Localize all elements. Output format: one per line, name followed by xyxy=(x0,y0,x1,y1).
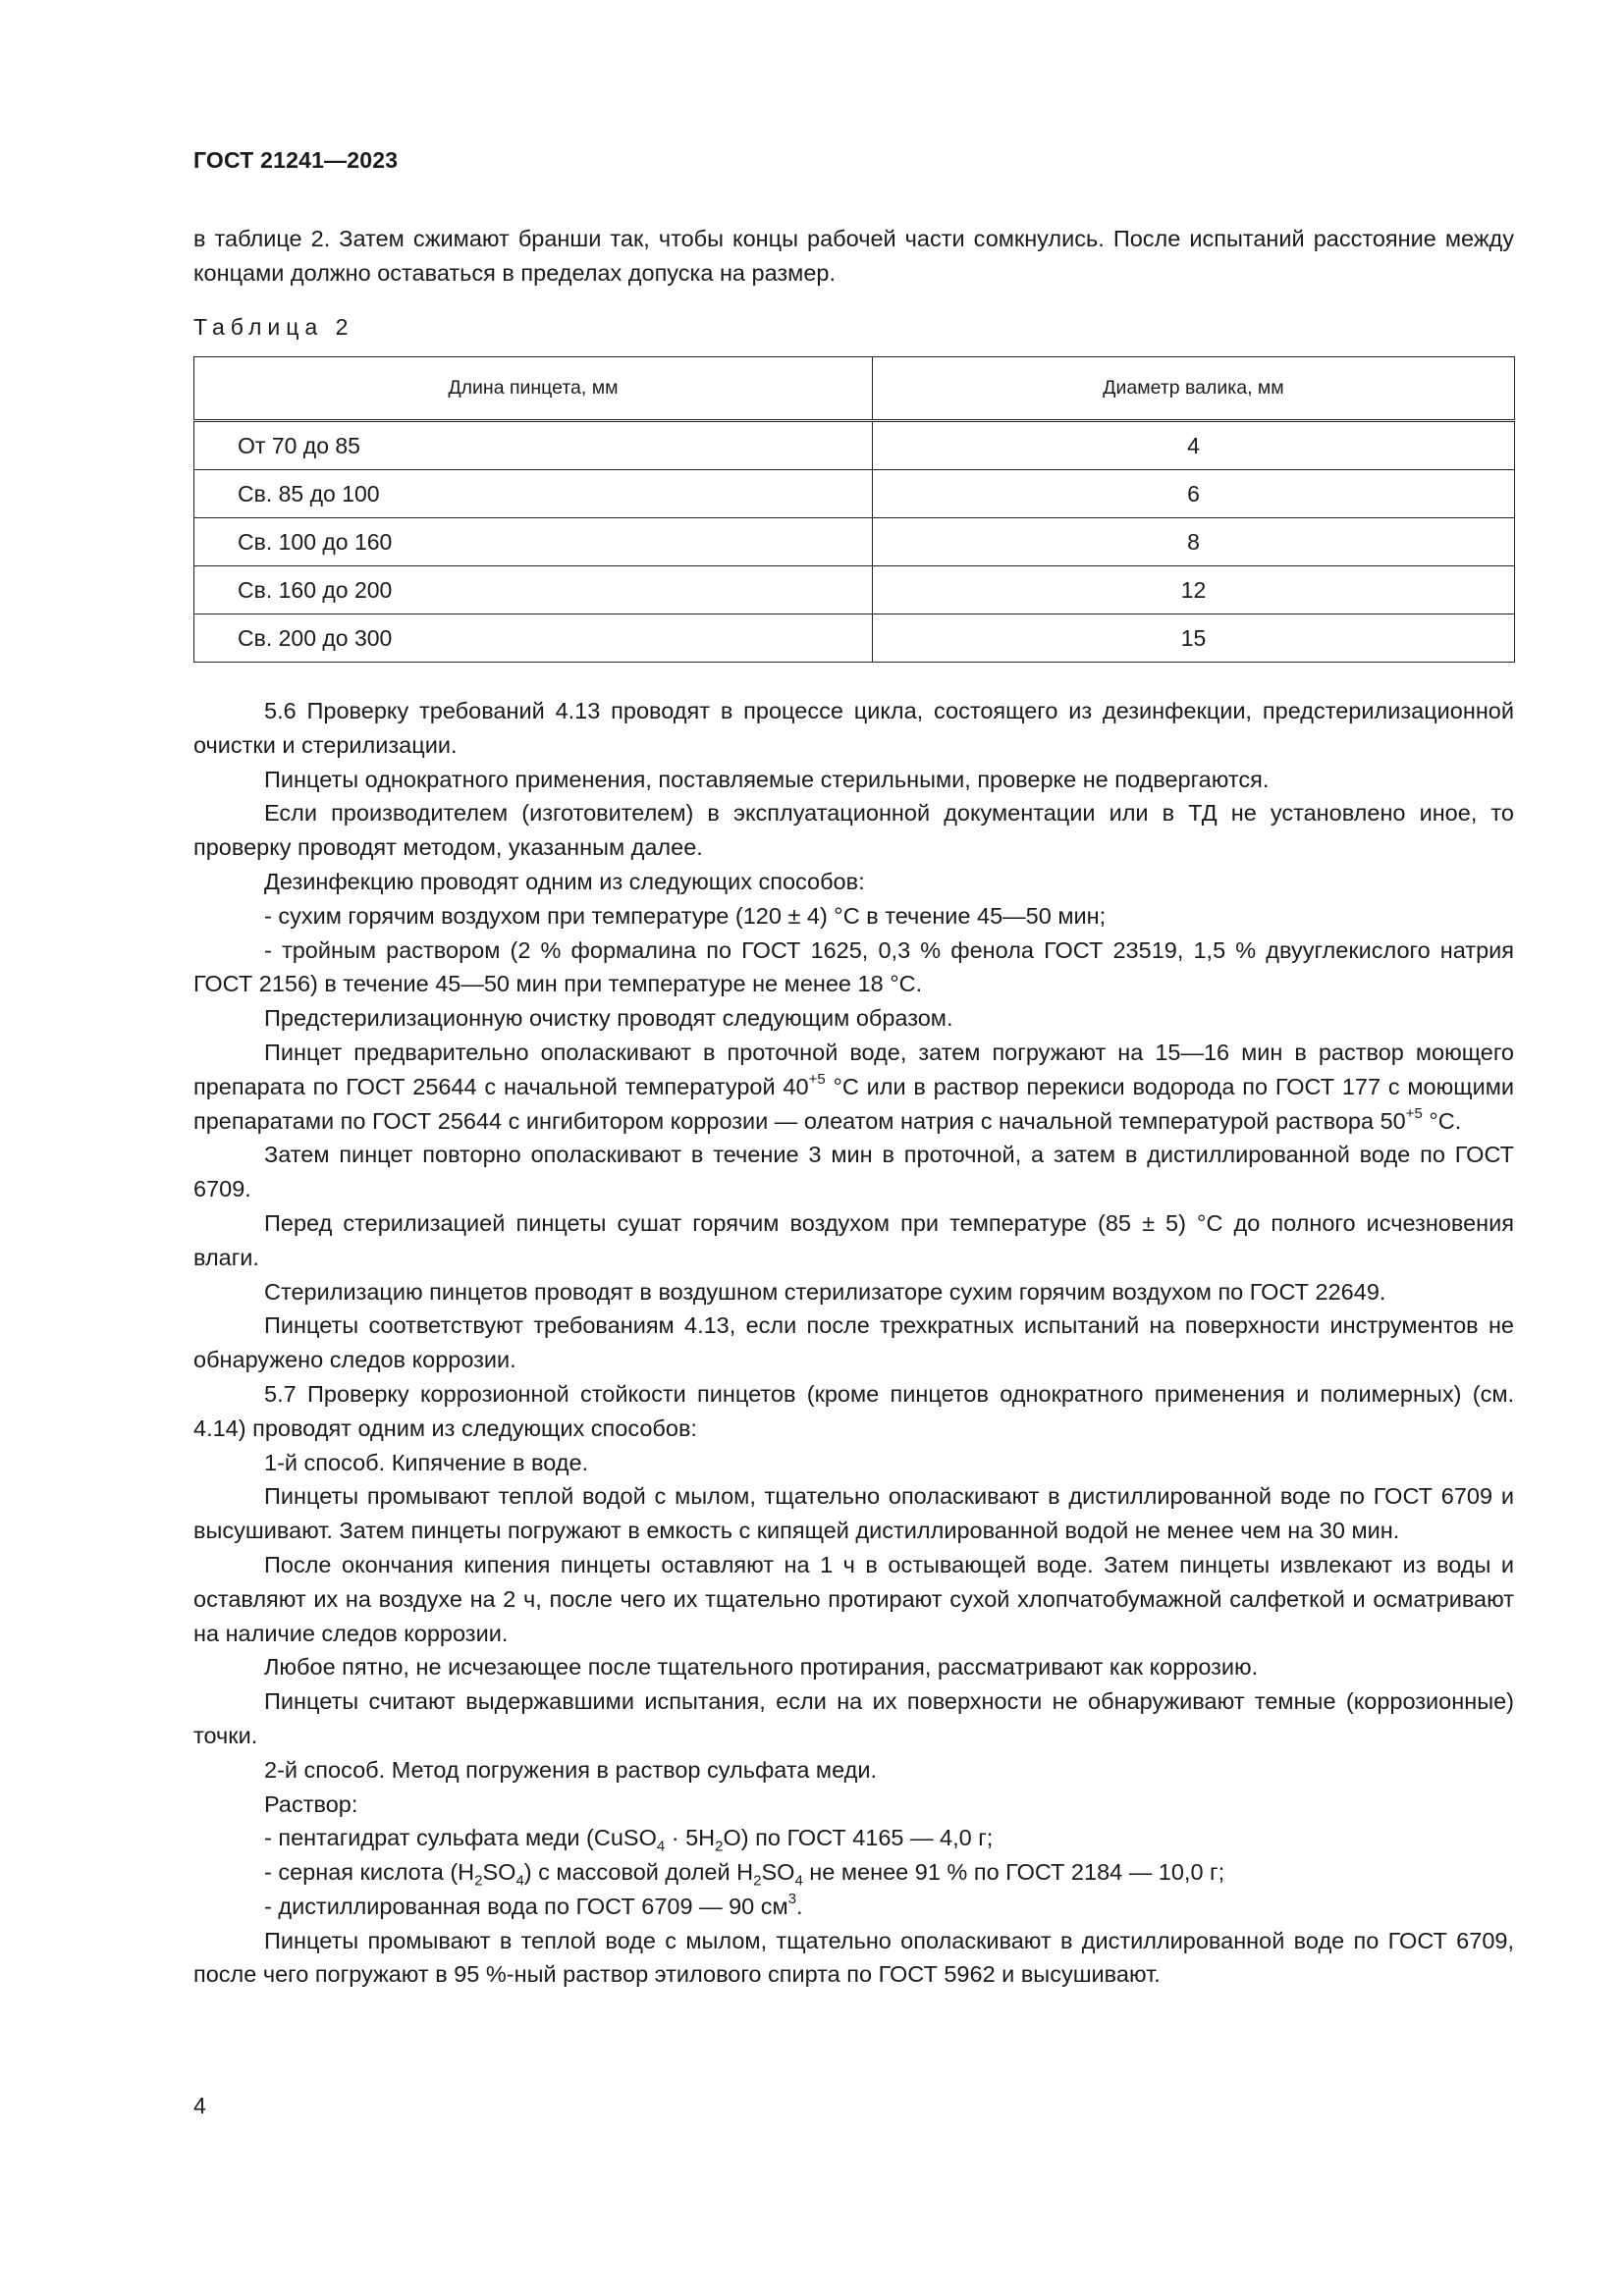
body-text xyxy=(193,694,1514,1992)
paragraph: Предстерилизационную очистку проводят следующим образом. xyxy=(264,1005,953,1032)
table-row xyxy=(194,470,1515,518)
paragraph: 5.6 Проверку требований 4.13 проводят в процессе цикла, состоящего из дезинфекции, предстерилизационной очистки и стерилизации. xyxy=(193,698,1514,758)
text-span: O) по ГОСТ 4165 — 4,0 г; xyxy=(723,1825,994,1851)
paragraph: Перед стерилизацией пинцеты сушат горячим воздухом при температуре (85 ± 5) °С до полного исчезновения влаги. xyxy=(193,1209,1514,1270)
paragraph: Если производителем (изготовителем) в эксплуатационной документации или в ТД не установлено иное, то проверку проводят методом, указанным далее. xyxy=(193,800,1514,861)
cell-diameter: 4 xyxy=(873,421,1515,470)
superscript: 3 xyxy=(787,1891,797,1908)
list-item: - тройным раствором (2 % формалина по ГОСТ 1625, 0,3 % фенола ГОСТ 23519, 1,5 % двууглекислого натрия ГОСТ 2156) в течение 45—50 мин при температуре не менее 18 °С. xyxy=(193,936,1514,997)
text-span: - серная кислота (H xyxy=(264,1859,475,1886)
text-span: SO xyxy=(761,1859,795,1886)
table-row xyxy=(194,518,1515,566)
text-span: . xyxy=(796,1893,803,1919)
paragraph: Пинцеты соответствуют требованиям 4.13, если после трехкратных испытаний на поверхности инструментов не обнаружено следов коррозии. xyxy=(193,1312,1514,1373)
paragraph: Пинцеты промывают в теплой воде с мылом, тщательно ополаскивают в дистиллированной воде по ГОСТ 6709, после чего погружают в 95 %-ный раствор этилового спирта по ГОСТ 5962 и высушивают. xyxy=(193,1927,1514,1988)
paragraph xyxy=(193,1036,1514,1138)
text-span: · 5H xyxy=(665,1825,716,1851)
table-row xyxy=(194,614,1515,663)
paragraph: После окончания кипения пинцеты оставляют на 1 ч в остывающей воде. Затем пинцеты извлекают из воды и оставляют их на воздухе на 2 ч, после чего их тщательно протирают сухой хлопчатобумажной салфеткой и осматривают на наличие следов коррозии. xyxy=(193,1551,1514,1646)
paragraph: 5.7 Проверку коррозионной стойкости пинцетов (кроме пинцетов однократного применения и полимерных) (см. 4.14) проводят одним из следующих способов: xyxy=(193,1380,1514,1441)
paragraph: Любое пятно, не исчезающее после тщательного протирания, рассматривают как коррозию. xyxy=(264,1654,1259,1681)
cell-diameter: 6 xyxy=(873,470,1515,518)
text-span: ) с массовой долей H xyxy=(523,1859,754,1886)
paragraph: Стерилизацию пинцетов проводят в воздушном стерилизаторе сухим горячим воздухом по ГОСТ 22649. xyxy=(264,1278,1386,1305)
list-item: - сухим горячим воздухом при температуре (120 ± 4) °С в течение 45—50 мин; xyxy=(264,902,1107,929)
paragraph: Затем пинцет повторно ополаскивают в течение 3 мин в проточной, а затем в дистиллированной воде по ГОСТ 6709. xyxy=(193,1142,1514,1202)
cell-length: Св. 160 до 200 xyxy=(194,566,873,614)
paragraph: Пинцеты считают выдержавшими испытания, если на их поверхности не обнаруживают темные (коррозионные) точки. xyxy=(193,1688,1514,1748)
paragraph: Пинцеты однократного применения, поставляемые стерильными, проверке не подвергаются. xyxy=(264,766,1270,792)
cell-diameter: 12 xyxy=(873,566,1515,614)
paragraph: Дезинфекцию проводят одним из следующих способов: xyxy=(264,868,865,894)
cell-length: Св. 85 до 100 xyxy=(194,470,873,518)
paragraph: 2-й способ. Метод погружения в раствор сульфата меди. xyxy=(264,1756,878,1783)
subscript: 2 xyxy=(715,1838,724,1855)
paragraph: Раствор: xyxy=(264,1790,358,1817)
superscript: +5 xyxy=(808,1070,826,1088)
list-item xyxy=(193,1890,1514,1924)
superscript: +5 xyxy=(1405,1104,1423,1122)
cell-length: От 70 до 85 xyxy=(194,421,873,470)
table-caption: Таблица 2 xyxy=(193,314,354,340)
subscript: 4 xyxy=(515,1872,524,1890)
table-header-row xyxy=(194,357,1515,421)
subscript: 2 xyxy=(474,1872,483,1890)
text-span: - пентагидрат сульфата меди (CuSO xyxy=(264,1825,657,1851)
cell-length: Св. 100 до 160 xyxy=(194,518,873,566)
text-span: - дистиллированная вода по ГОСТ 6709 — 90 см xyxy=(264,1893,788,1919)
page-number: 4 xyxy=(193,2093,206,2118)
column-header-length: Длина пинцета, мм xyxy=(194,357,873,421)
cell-length: Св. 200 до 300 xyxy=(194,614,873,663)
list-item xyxy=(193,1855,1514,1890)
paragraph: Пинцеты промывают теплой водой с мылом, тщательно ополаскивают в дистиллированной воде по ГОСТ 6709 и высушивают. Затем пинцеты погружают в емкость с кипящей дистиллированной водой не менее чем на 30 мин. xyxy=(193,1483,1514,1544)
text-span: °С. xyxy=(1422,1107,1462,1134)
text-span: °С или в раствор перекиси водорода по ГОСТ 177 с моющими препаратами по ГОСТ 25644 с ингибитором коррозии — олеатом натрия с начальной температурой раствора 50 xyxy=(193,1073,1514,1134)
document-header: ГОСТ 21241—2023 xyxy=(193,147,399,173)
list-item xyxy=(193,1821,1514,1855)
paragraph: 1-й способ. Кипячение в воде. xyxy=(264,1449,589,1475)
table-row xyxy=(194,421,1515,470)
subscript: 4 xyxy=(794,1872,803,1890)
table-2 xyxy=(193,356,1515,663)
intro-paragraph: в таблице 2. Затем сжимают бранши так, чтобы концы рабочей части сомкнулись. После испытаний расстояние между концами должно оставаться в пределах допуска на размер. xyxy=(193,226,1514,286)
cell-diameter: 15 xyxy=(873,614,1515,663)
text-span: SO xyxy=(482,1859,516,1886)
cell-diameter: 8 xyxy=(873,518,1515,566)
subscript: 2 xyxy=(753,1872,762,1890)
subscript: 4 xyxy=(656,1838,666,1855)
text-span: Пинцет предварительно ополаскивают в проточной воде, затем погружают на 15—16 мин в раствор моющего препарата по ГОСТ 25644 с начальной температурой 40 xyxy=(193,1039,1514,1099)
column-header-diameter: Диаметр валика, мм xyxy=(873,357,1515,421)
table-row xyxy=(194,566,1515,614)
text-span: не менее 91 % по ГОСТ 2184 — 10,0 г; xyxy=(802,1859,1225,1886)
